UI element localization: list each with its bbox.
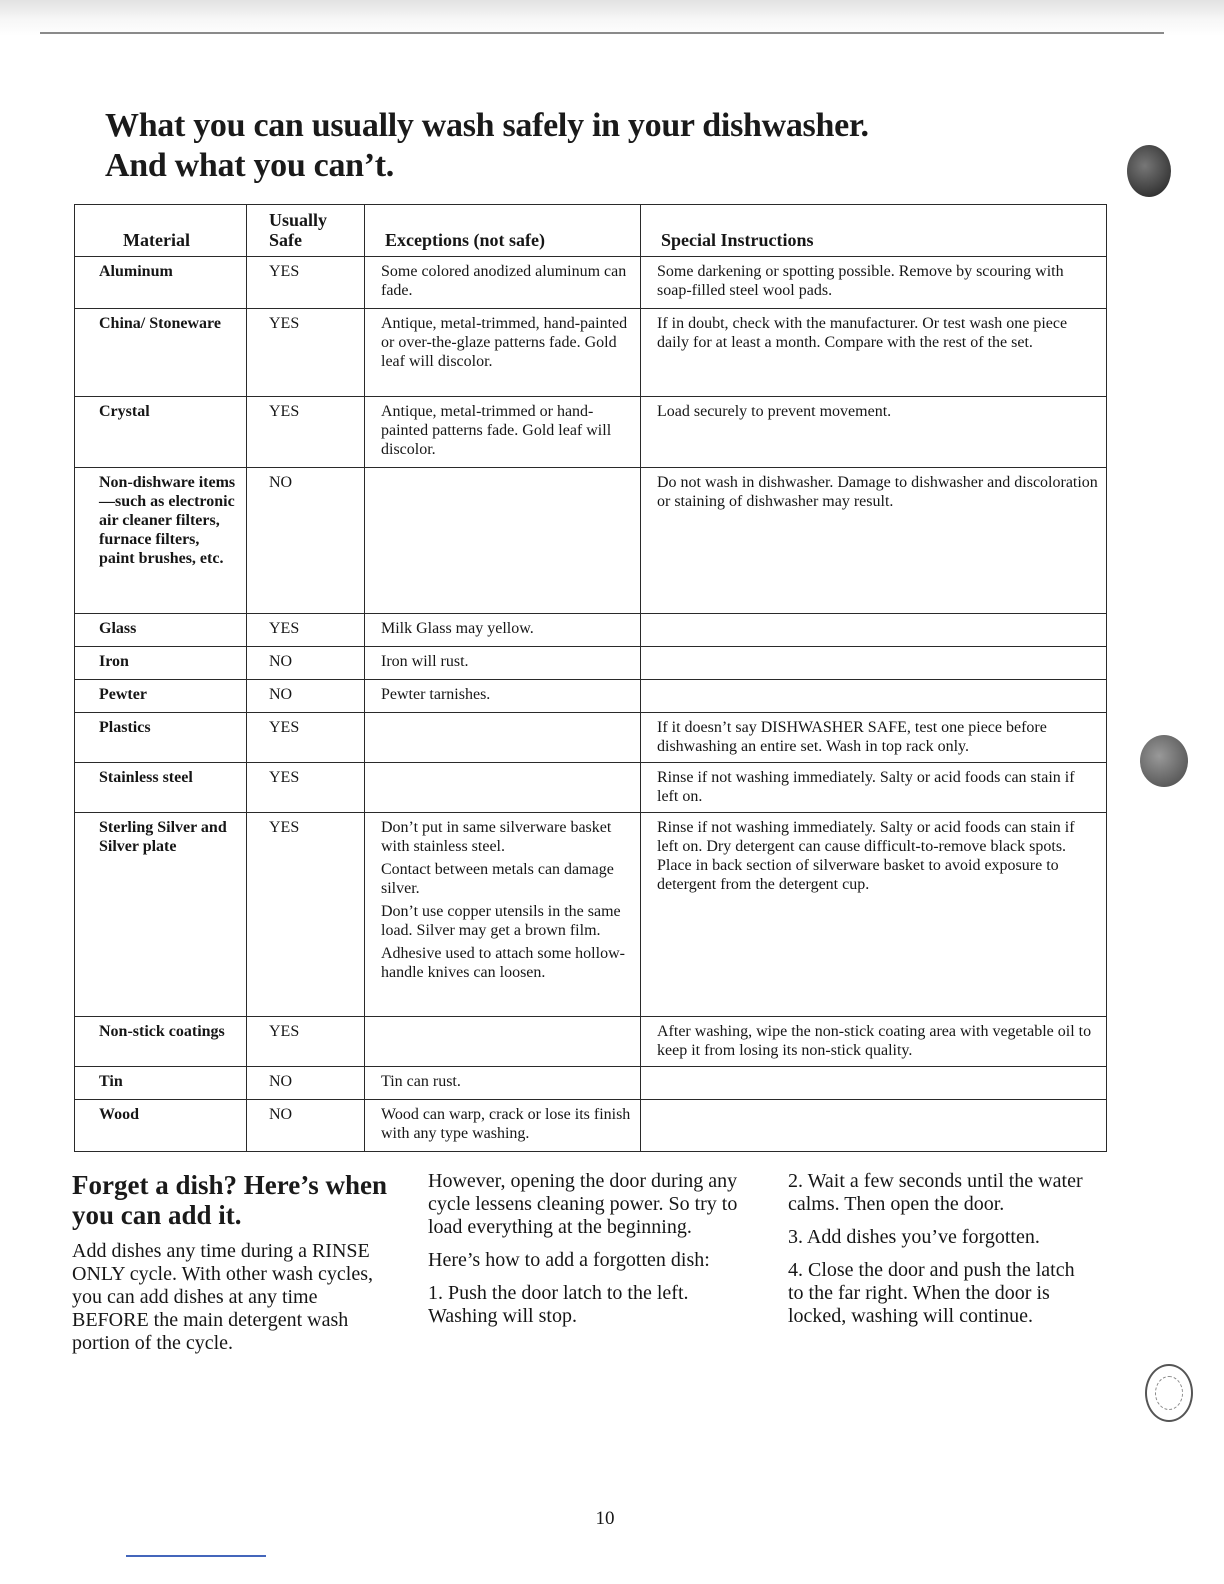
material-cell: Glass bbox=[75, 614, 247, 647]
special-instructions-cell: Rinse if not washing immediately. Salty or acid foods can stain if left on. bbox=[641, 763, 1107, 813]
special-instructions-cell: Load securely to prevent movement. bbox=[641, 397, 1107, 468]
usually-safe-cell: YES bbox=[247, 614, 365, 647]
bottom-rule bbox=[126, 1555, 266, 1557]
dishwasher-safety-table bbox=[74, 204, 1107, 1152]
table-row bbox=[75, 257, 1107, 309]
exceptions-cell bbox=[365, 1100, 641, 1152]
exception-text: Don’t put in same silverware basket with stainless steel. bbox=[381, 819, 612, 855]
material-cell: Non-dishware items—such as electronic air cleaner filters, furnace filters, paint brushes, etc. bbox=[75, 468, 247, 614]
table-body bbox=[75, 257, 1107, 1152]
material-cell: Pewter bbox=[75, 680, 247, 713]
special-instructions-cell: If it doesn’t say DISHWASHER SAFE, test one piece before dishwashing an entire set. Wash in top rack only. bbox=[641, 713, 1107, 763]
exception-text: Tin can rust. bbox=[381, 1073, 461, 1090]
header-usually-safe bbox=[247, 205, 365, 257]
step-3: 3. Add dishes you’ve forgotten. bbox=[788, 1226, 1040, 1248]
binder-hole-icon bbox=[1127, 145, 1171, 197]
top-rule bbox=[40, 32, 1164, 34]
title-line-1: What you can usually wash safely in your dishwasher. bbox=[105, 107, 869, 144]
material-cell: Plastics bbox=[75, 713, 247, 763]
title-line-2: And what you can’t. bbox=[105, 147, 395, 184]
exception-text: Pewter tarnishes. bbox=[381, 686, 491, 703]
exceptions-cell bbox=[365, 397, 641, 468]
material-cell: Tin bbox=[75, 1067, 247, 1100]
exceptions-cell bbox=[365, 813, 641, 1017]
special-instructions-cell: Rinse if not washing immediately. Salty or acid foods can stain if left on. Dry detergent can cause difficult-to-remove black spots. Place in back section of silverware basket to avoid exposure to detergent from the detergent cup. bbox=[641, 813, 1107, 1017]
footer-column-1 bbox=[72, 1170, 392, 1365]
table-header-row bbox=[75, 205, 1107, 257]
material-cell: Iron bbox=[75, 647, 247, 680]
step-4: 4. Close the door and push the latch to the far right. When the door is locked, washing will continue. bbox=[788, 1259, 1075, 1327]
table-row bbox=[75, 647, 1107, 680]
special-instructions-cell bbox=[641, 647, 1107, 680]
special-instructions-cell: Some darkening or spotting possible. Remove by scouring with soap-filled steel wool pads. bbox=[641, 257, 1107, 309]
page-title bbox=[105, 106, 869, 186]
usually-safe-cell: NO bbox=[247, 1067, 365, 1100]
exception-text: Antique, metal-trimmed or hand-painted patterns fade. Gold leaf will discolor. bbox=[381, 403, 612, 458]
table-row bbox=[75, 763, 1107, 813]
exception-text: Contact between metals can damage silver. bbox=[381, 861, 614, 897]
usually-safe-cell: NO bbox=[247, 1100, 365, 1152]
table-row bbox=[75, 680, 1107, 713]
special-instructions-cell bbox=[641, 1067, 1107, 1100]
table-row bbox=[75, 813, 1107, 1017]
binder-hole-icon bbox=[1140, 735, 1188, 787]
table-row bbox=[75, 397, 1107, 468]
exceptions-cell bbox=[365, 614, 641, 647]
cleaning-power-note: However, opening the door during any cycle lessens cleaning power. So try to load everything at the beginning. bbox=[428, 1170, 738, 1238]
usually-safe-cell: NO bbox=[247, 680, 365, 713]
exceptions-cell bbox=[365, 468, 641, 614]
material-cell: Sterling Silver and Silver plate bbox=[75, 813, 247, 1017]
exceptions-cell bbox=[365, 680, 641, 713]
exceptions-cell bbox=[365, 309, 641, 397]
special-instructions-cell: If in doubt, check with the manufacturer. Or test wash one piece daily for at least a month. Compare with the rest of the set. bbox=[641, 309, 1107, 397]
special-instructions-cell: Do not wash in dishwasher. Damage to dishwasher and discoloration or staining of dishwasher may result. bbox=[641, 468, 1107, 614]
table-row bbox=[75, 309, 1107, 397]
exceptions-cell bbox=[365, 1067, 641, 1100]
header-special-instructions: Special Instructions bbox=[641, 205, 1107, 257]
material-cell: Wood bbox=[75, 1100, 247, 1152]
table-row bbox=[75, 468, 1107, 614]
scan-top-edge bbox=[0, 0, 1224, 36]
step-1: 1. Push the door latch to the left. Washing will stop. bbox=[428, 1282, 689, 1327]
exceptions-cell bbox=[365, 763, 641, 813]
exception-text: Some colored anodized aluminum can fade. bbox=[381, 263, 627, 299]
exception-text: Don’t use copper utensils in the same load. Silver may get a brown film. bbox=[381, 903, 621, 939]
table-row bbox=[75, 1067, 1107, 1100]
usually-safe-cell: YES bbox=[247, 713, 365, 763]
exceptions-cell bbox=[365, 713, 641, 763]
material-cell: Aluminum bbox=[75, 257, 247, 309]
usually-safe-cell: YES bbox=[247, 813, 365, 1017]
special-instructions-cell bbox=[641, 1100, 1107, 1152]
page-number: 10 bbox=[595, 1508, 615, 1529]
usually-safe-cell: YES bbox=[247, 309, 365, 397]
header-safe-line2: Safe bbox=[269, 230, 302, 250]
exception-text: Milk Glass may yellow. bbox=[381, 620, 534, 637]
material-cell: China/ Stoneware bbox=[75, 309, 247, 397]
table-row bbox=[75, 1017, 1107, 1067]
exception-text: Iron will rust. bbox=[381, 653, 469, 670]
usually-safe-cell: NO bbox=[247, 647, 365, 680]
table-row bbox=[75, 614, 1107, 647]
how-to-add-label: Here’s how to add a forgotten dish: bbox=[428, 1249, 710, 1271]
material-cell: Non-stick coatings bbox=[75, 1017, 247, 1067]
exceptions-cell bbox=[365, 647, 641, 680]
usually-safe-cell: YES bbox=[247, 1017, 365, 1067]
usually-safe-cell: NO bbox=[247, 468, 365, 614]
footer-column-2 bbox=[428, 1170, 748, 1338]
add-dish-intro: Add dishes any time during a RINSE ONLY cycle. With other wash cycles, you can add dishes at any time BEFORE the main detergent wash portion of the cycle. bbox=[72, 1240, 373, 1354]
special-instructions-cell bbox=[641, 680, 1107, 713]
exception-text: Wood can warp, crack or lose its finish with any type washing. bbox=[381, 1106, 631, 1142]
special-instructions-cell bbox=[641, 614, 1107, 647]
material-cell: Stainless steel bbox=[75, 763, 247, 813]
exception-text: Adhesive used to attach some hollow-handle knives can loosen. bbox=[381, 945, 625, 981]
special-instructions-cell: After washing, wipe the non-stick coating area with vegetable oil to keep it from losing its non-stick quality. bbox=[641, 1017, 1107, 1067]
header-safe-line1: Usually bbox=[269, 210, 328, 230]
exceptions-cell bbox=[365, 1017, 641, 1067]
exception-text: Antique, metal-trimmed, hand-painted or over-the-glaze patterns fade. Gold leaf will discolor. bbox=[381, 315, 628, 370]
table-row bbox=[75, 713, 1107, 763]
step-2: 2. Wait a few seconds until the water calms. Then open the door. bbox=[788, 1170, 1083, 1215]
usually-safe-cell: YES bbox=[247, 397, 365, 468]
usually-safe-cell: YES bbox=[247, 257, 365, 309]
binder-hole-icon bbox=[1145, 1364, 1193, 1422]
add-dish-heading: Forget a dish? Here’s when you can add it. bbox=[72, 1170, 387, 1230]
exceptions-cell bbox=[365, 257, 641, 309]
header-material: Material bbox=[75, 205, 247, 257]
header-exceptions: Exceptions (not safe) bbox=[365, 205, 641, 257]
table-row bbox=[75, 1100, 1107, 1152]
footer-column-3 bbox=[788, 1170, 1088, 1338]
material-cell: Crystal bbox=[75, 397, 247, 468]
usually-safe-cell: YES bbox=[247, 763, 365, 813]
